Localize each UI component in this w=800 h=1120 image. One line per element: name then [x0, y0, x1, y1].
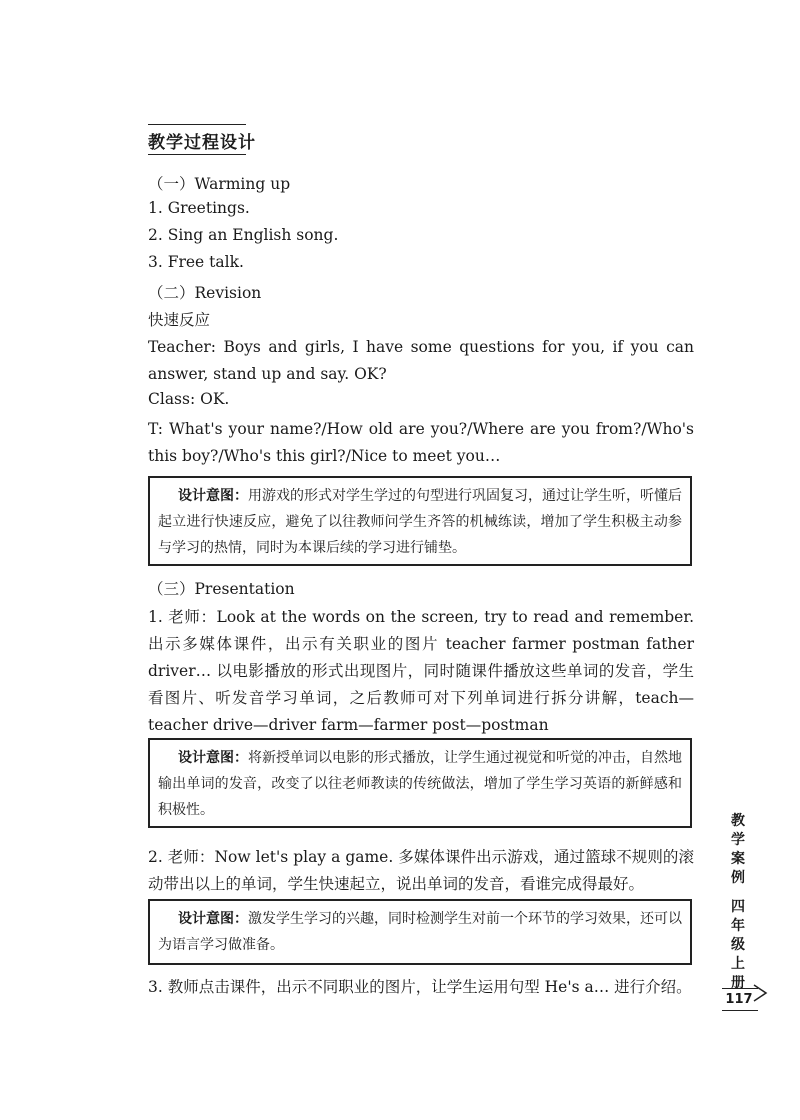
- revision-subheading: 快速反应: [148, 311, 211, 329]
- page-number: 117: [725, 992, 753, 1007]
- title-rule-bottom: [148, 154, 246, 155]
- presentation-step-1: 1. 老师：Look at the words on the screen, try to read and remember. 出示多媒体课件，出示有关职业的图片 teacher farmer postman father driver… 以电影播放的形式出现图片，同时随课件播放这些单词的发音，学生看图片、听发音学习单词，之后教师可对下列单词进行拆分讲解，teach—teacher drive—driver farm—farmer post—postman: [148, 608, 694, 734]
- design-intent-box-1: [148, 476, 692, 566]
- warmup-item: 2. Sing an English song.: [148, 226, 339, 244]
- design-intent-text: 激发学生学习的兴趣，同时检测学生对前一个环节的学习效果，还可以为语言学习做准备。: [158, 911, 682, 953]
- class-line: Class: OK.: [148, 390, 230, 408]
- side-title-teaching-cases: 教学案例: [731, 813, 745, 886]
- design-intent-label: 设计意图：: [178, 750, 248, 766]
- presentation-heading: （三）Presentation: [148, 580, 295, 598]
- presentation-step-3: 3. 教师点击课件，出示不同职业的图片，让学生运用句型 He's a… 进行介绍。: [148, 978, 692, 996]
- side-title-grade-volume: 四年级上册: [731, 899, 745, 991]
- teacher-line: Teacher: Boys and girls, I have some questions for you, if you can answer, stand up and say. OK?: [148, 338, 694, 383]
- design-intent-label: 设计意图：: [178, 488, 248, 504]
- warmup-item: 1. Greetings.: [148, 199, 250, 217]
- design-intent-box-3: [148, 899, 692, 965]
- section-title: 教学过程设计: [148, 133, 256, 153]
- design-intent-text: 用游戏的形式对学生学过的句型进行巩固复习，通过让学生听，听懂后起立进行快速反应，避免了以往教师问学生齐答的机械练读，增加了学生积极主动参与学习的热情，同时为本课后续的学习进行铺垫。: [158, 488, 682, 556]
- design-intent-label: 设计意图：: [178, 911, 248, 927]
- title-rule-top: [148, 124, 246, 125]
- warmup-item: 3. Free talk.: [148, 253, 244, 271]
- design-intent-box-2: [148, 738, 692, 828]
- page-number-rule-bottom: [722, 1010, 758, 1011]
- presentation-step-2: 2. 老师：Now let's play a game. 多媒体课件出示游戏，通过篮球不规则的滚动带出以上的单词，学生快速起立，说出单词的发音，看谁完成得最好。: [148, 848, 694, 893]
- revision-heading: （二）Revision: [148, 284, 262, 302]
- design-intent-text: 将新授单词以电影的形式播放，让学生通过视觉和听觉的冲击，自然地输出单词的发音，改变了以往老师教读的传统做法，增加了学生学习英语的新鲜感和积极性。: [158, 750, 682, 818]
- warmup-heading: （一）Warming up: [148, 175, 291, 193]
- t-line: T: What's your name?/How old are you?/Where are you from?/Who's this boy?/Who's this girl?/Nice to meet you…: [148, 420, 694, 465]
